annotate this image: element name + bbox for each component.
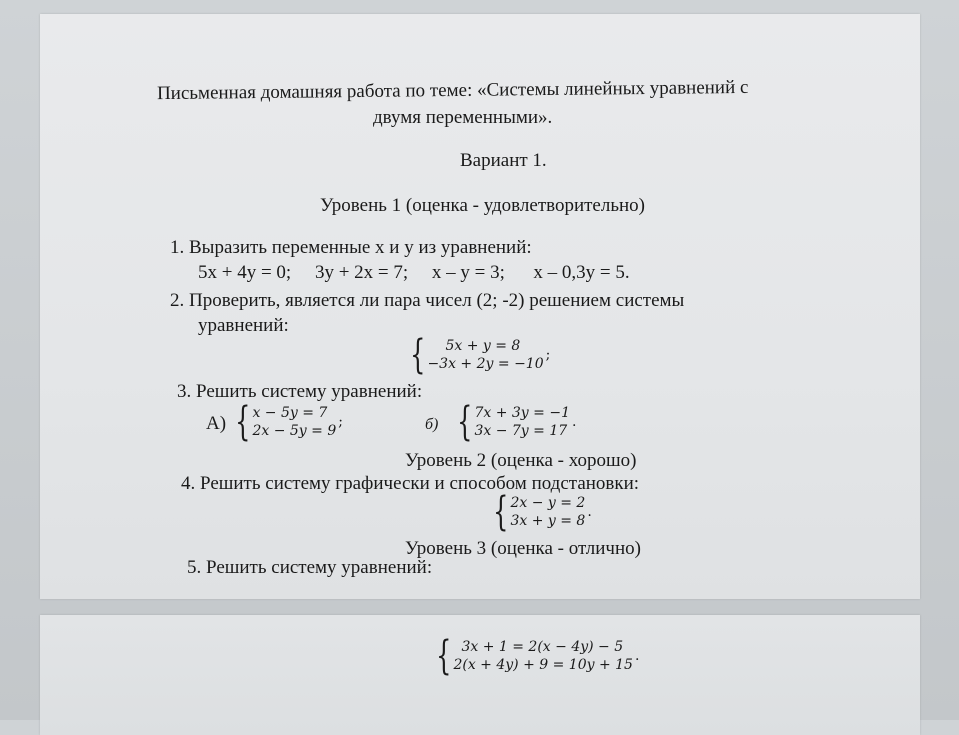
task-4-text: 4. Решить систему графически и способом подстановки: <box>181 473 640 494</box>
task-4-system <box>483 489 592 535</box>
punctuation: . <box>571 414 577 430</box>
task-3b-label: б) <box>425 416 439 433</box>
equation-line: 3x − 7y = 17 <box>474 423 568 439</box>
task-2-line-1: 2. Проверить, является ли пара чисел (2; -2) решением системы <box>170 290 685 311</box>
title-line-2: двумя переменными». <box>373 107 553 128</box>
variant-heading: Вариант 1. <box>460 150 547 171</box>
task-3-text: 3. Решить систему уравнений: <box>177 381 423 402</box>
brace-icon: { <box>410 332 426 378</box>
task-5-text: 5. Решить систему уравнений: <box>187 557 433 578</box>
equation-line: x − 5y = 7 <box>252 405 328 421</box>
punctuation: . <box>634 648 640 664</box>
punctuation: ; <box>545 347 551 363</box>
brace-icon: { <box>493 489 509 535</box>
level-1-heading: Уровень 1 (оценка - удовлетворительно) <box>320 195 646 216</box>
task-5-system <box>426 633 640 679</box>
punctuation: ; <box>338 414 343 430</box>
level-3-heading: Уровень 3 (оценка - отлично) <box>405 538 641 559</box>
task-3a-system <box>225 399 343 445</box>
task-2-line-2: уравнений: <box>198 315 289 336</box>
brace-icon: { <box>457 399 473 445</box>
task-1-equations: 5х + 4у = 0; 3у + 2х = 7; х – у = 3; х – 0,3у = 5. <box>198 262 630 283</box>
equation-line: 3x + 1 = 2(x − 4y) − 5 <box>461 639 624 655</box>
document-page-2 <box>40 615 920 735</box>
equation-line: 7x + 3y = −1 <box>474 405 570 421</box>
brace-icon: { <box>235 399 251 445</box>
equation-line: −3x + 2y = −10 <box>427 356 544 372</box>
punctuation: . <box>587 504 592 520</box>
level-2-heading: Уровень 2 (оценка - хорошо) <box>405 450 637 471</box>
task-2-system <box>400 332 551 378</box>
equation-line: 2x − y = 2 <box>510 495 586 511</box>
equation-line: 3x + y = 8 <box>510 513 586 529</box>
task-3a-label: А) <box>206 413 227 434</box>
brace-icon: { <box>436 633 452 679</box>
task-1-text: 1. Выразить переменные х и у из уравнений: <box>170 237 532 258</box>
equation-line: 5x + y = 8 <box>445 338 521 354</box>
equation-line: 2(x + 4y) + 9 = 10y + 15 <box>453 657 633 673</box>
title-line-1: Письменная домашняя работа по теме: «Системы линейных уравнений с <box>156 76 749 105</box>
task-3b-system <box>447 399 577 445</box>
equation-line: 2x − 5y = 9 <box>252 423 337 439</box>
